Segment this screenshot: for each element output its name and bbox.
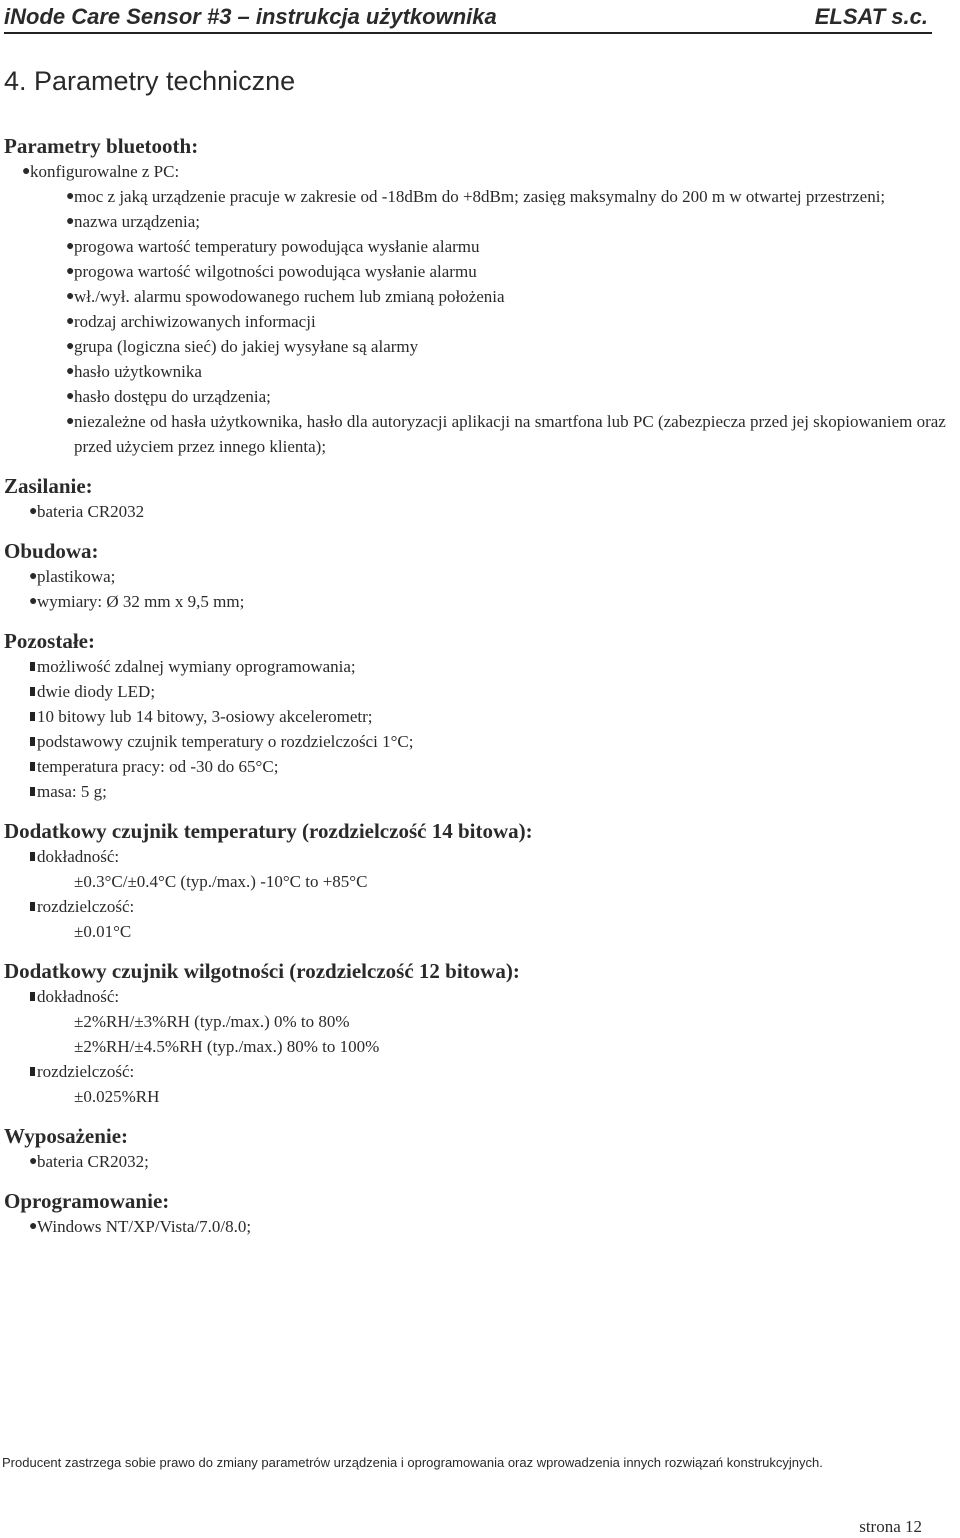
- list-item: podstawowy czujnik temperatury o rozdzielczości 1°C;: [37, 729, 954, 754]
- list-item: rozdzielczość:: [37, 1059, 954, 1084]
- list-item: ● progowa wartość wilgotności powodująca wysłanie alarmu: [74, 259, 954, 284]
- list-item: dwie diody LED;: [37, 679, 954, 704]
- list-item: temperatura pracy: od -30 do 65°C;: [37, 754, 954, 779]
- spec-value: ±0.025%RH: [74, 1087, 160, 1106]
- list-item: ● konfigurowalne z PC:: [30, 159, 954, 184]
- bullet-icon: ●: [66, 239, 75, 254]
- section-temperature-sensor: [4, 818, 954, 944]
- square-bullet-icon: [30, 662, 35, 671]
- section-heading: Parametry bluetooth:: [4, 134, 199, 158]
- bullet-icon: ●: [29, 569, 38, 584]
- document-body: [4, 133, 954, 1253]
- section-humidity-sensor: [4, 958, 954, 1109]
- footer-disclaimer: Producent zastrzega sobie prawo do zmiany parametrów urządzenia i oprogramowania oraz wprowadzenia innych rozwiązań konstrukcyjnych.: [2, 1455, 823, 1470]
- section-software: [4, 1188, 954, 1239]
- bullet-icon: ●: [22, 164, 31, 179]
- list-item: ● Windows NT/XP/Vista/7.0/8.0;: [37, 1214, 954, 1239]
- bullet-icon: ●: [29, 504, 38, 519]
- bullet-icon: ●: [66, 339, 75, 354]
- spec-value: ±2%RH/±4.5%RH (typ./max.) 80% to 100%: [74, 1037, 380, 1056]
- bullet-icon: ●: [66, 214, 75, 229]
- list-item: ● moc z jaką urządzenie pracuje w zakresie od -18dBm do +8dBm; zasięg maksymalny do 200 m w otwartej przestrzeni;: [74, 184, 954, 209]
- square-bullet-icon: [30, 762, 35, 771]
- spec-value: ±0.3°C/±0.4°C (typ./max.) -10°C to +85°C: [74, 872, 368, 891]
- spec-value: ±0.01°C: [74, 922, 132, 941]
- bullet-icon: ●: [29, 1154, 38, 1169]
- square-bullet-icon: [30, 992, 35, 1001]
- bullet-icon: ●: [66, 389, 75, 404]
- list-item: ● bateria CR2032;: [37, 1149, 954, 1174]
- section-heading: Dodatkowy czujnik wilgotności (rozdzielczość 12 bitowa):: [4, 959, 520, 983]
- section-heading: Oprogramowanie:: [4, 1189, 170, 1213]
- bullet-icon: ●: [66, 264, 75, 279]
- list-item: możliwość zdalnej wymiany oprogramowania;: [37, 654, 954, 679]
- list-item: rozdzielczość:: [37, 894, 954, 919]
- section-heading: Obudowa:: [4, 539, 99, 563]
- square-bullet-icon: [30, 712, 35, 721]
- section-housing: [4, 538, 954, 614]
- list-item: ● rodzaj archiwizowanych informacji: [74, 309, 954, 334]
- list-item: ● wł./wył. alarmu spowodowanego ruchem lub zmianą położenia: [74, 284, 954, 309]
- header-title: iNode Care Sensor #3 – instrukcja użytkownika: [4, 4, 497, 29]
- list-item: dokładność:: [37, 844, 954, 869]
- section-bluetooth: [4, 133, 954, 459]
- list-item: ● niezależne od hasła użytkownika, hasło dla autoryzacji aplikacji na smartfona lub PC (zabezpiecza przed jej skopiowaniem oraz przed użyciem przez innego klienta);: [74, 409, 954, 459]
- square-bullet-icon: [30, 787, 35, 796]
- square-bullet-icon: [30, 737, 35, 746]
- bullet-icon: ●: [29, 594, 38, 609]
- list-item: masa: 5 g;: [37, 779, 954, 804]
- section-heading: Dodatkowy czujnik temperatury (rozdzielczość 14 bitowa):: [4, 819, 533, 843]
- list-item: ● grupa (logiczna sieć) do jakiej wysyłane są alarmy: [74, 334, 954, 359]
- section-heading: Wyposażenie:: [4, 1124, 129, 1148]
- bullet-icon: ●: [66, 364, 75, 379]
- square-bullet-icon: [30, 1067, 35, 1076]
- header-company: ELSAT s.c.: [814, 4, 928, 29]
- page-number: strona 12: [859, 1517, 922, 1536]
- section-other: [4, 628, 954, 804]
- list-item: ● hasło użytkownika: [74, 359, 954, 384]
- page-header: [4, 2, 932, 34]
- list-item: ● progowa wartość temperatury powodująca wysłanie alarmu: [74, 234, 954, 259]
- list-item: dokładność:: [37, 984, 954, 1009]
- list-item: 10 bitowy lub 14 bitowy, 3-osiowy akcelerometr;: [37, 704, 954, 729]
- list-item: ● plastikowa;: [37, 564, 954, 589]
- section-equipment: [4, 1123, 954, 1174]
- section-power: [4, 473, 954, 524]
- square-bullet-icon: [30, 852, 35, 861]
- bullet-icon: ●: [29, 1219, 38, 1234]
- list-item: ● nazwa urządzenia;: [74, 209, 954, 234]
- list-item: ● hasło dostępu do urządzenia;: [74, 384, 954, 409]
- section-heading: Pozostałe:: [4, 629, 95, 653]
- square-bullet-icon: [30, 902, 35, 911]
- page-title: 4. Parametry techniczne: [4, 66, 296, 96]
- square-bullet-icon: [30, 687, 35, 696]
- bullet-icon: ●: [66, 189, 75, 204]
- bullet-icon: ●: [66, 314, 75, 329]
- spec-value: ±2%RH/±3%RH (typ./max.) 0% to 80%: [74, 1012, 350, 1031]
- bullet-icon: ●: [66, 414, 75, 429]
- list-item: ● wymiary: Ø 32 mm x 9,5 mm;: [37, 589, 954, 614]
- section-heading: Zasilanie:: [4, 474, 93, 498]
- list-item: ● bateria CR2032: [37, 499, 954, 524]
- bullet-icon: ●: [66, 289, 75, 304]
